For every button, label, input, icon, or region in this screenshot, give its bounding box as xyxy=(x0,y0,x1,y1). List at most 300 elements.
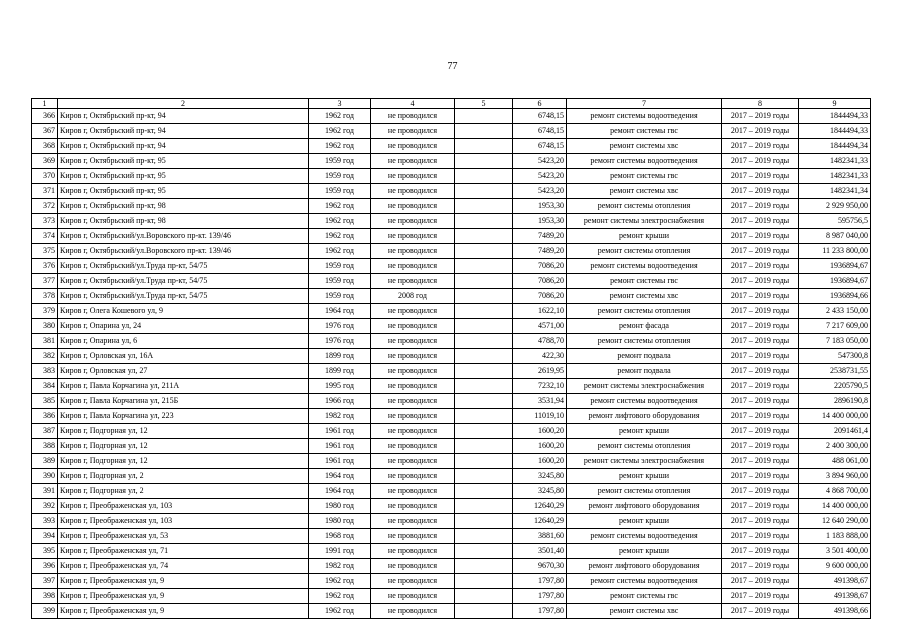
build-year-cell: 1982 год xyxy=(309,409,371,424)
table-row xyxy=(32,364,871,379)
row-number-cell: 371 xyxy=(32,184,58,199)
cost-cell: 2205790,5 xyxy=(799,379,871,394)
row-number-cell: 397 xyxy=(32,574,58,589)
cost-cell: 1936894,66 xyxy=(799,289,871,304)
area-cell: 6748,15 xyxy=(513,139,567,154)
build-year-cell: 1961 год xyxy=(309,439,371,454)
column-5-cell xyxy=(455,334,513,349)
row-number-cell: 398 xyxy=(32,589,58,604)
row-number-cell: 381 xyxy=(32,334,58,349)
address-cell: Киров г, Преображенская ул, 9 xyxy=(58,589,309,604)
period-cell: 2017 – 2019 годы xyxy=(722,469,799,484)
last-repair-cell: не проводился xyxy=(371,469,455,484)
work-type-cell: ремонт системы хвс xyxy=(567,184,722,199)
column-5-cell xyxy=(455,454,513,469)
column-5-cell xyxy=(455,379,513,394)
last-repair-cell: не проводился xyxy=(371,229,455,244)
row-number-cell: 382 xyxy=(32,349,58,364)
area-cell: 12640,29 xyxy=(513,514,567,529)
address-cell: Киров г, Октябрьский/ул.Воровского пр-кт. 139/46 xyxy=(58,244,309,259)
last-repair-cell: не проводился xyxy=(371,559,455,574)
period-cell: 2017 – 2019 годы xyxy=(722,604,799,619)
area-cell: 2619,95 xyxy=(513,364,567,379)
column-5-cell xyxy=(455,409,513,424)
work-type-cell: ремонт системы отопления xyxy=(567,439,722,454)
build-year-cell: 1980 год xyxy=(309,499,371,514)
table-row xyxy=(32,109,871,124)
last-repair-cell: не проводился xyxy=(371,574,455,589)
work-type-cell: ремонт лифтового оборудования xyxy=(567,499,722,514)
last-repair-cell: не проводился xyxy=(371,334,455,349)
work-type-cell: ремонт фасада xyxy=(567,319,722,334)
address-cell: Киров г, Октябрьский пр-кт, 95 xyxy=(58,169,309,184)
area-cell: 3531,94 xyxy=(513,394,567,409)
row-number-cell: 392 xyxy=(32,499,58,514)
cost-cell: 1936894,67 xyxy=(799,274,871,289)
build-year-cell: 1962 год xyxy=(309,109,371,124)
work-type-cell: ремонт крыши xyxy=(567,514,722,529)
area-cell: 11019,10 xyxy=(513,409,567,424)
address-cell: Киров г, Олега Кошевого ул, 9 xyxy=(58,304,309,319)
row-number-cell: 390 xyxy=(32,469,58,484)
area-cell: 1953,30 xyxy=(513,199,567,214)
work-type-cell: ремонт подвала xyxy=(567,364,722,379)
last-repair-cell: не проводился xyxy=(371,109,455,124)
table-row xyxy=(32,394,871,409)
row-number-cell: 391 xyxy=(32,484,58,499)
area-cell: 3245,80 xyxy=(513,484,567,499)
cost-cell: 547300,8 xyxy=(799,349,871,364)
work-type-cell: ремонт системы гвс xyxy=(567,124,722,139)
cost-cell: 2 929 950,00 xyxy=(799,199,871,214)
address-cell: Киров г, Преображенская ул, 9 xyxy=(58,574,309,589)
address-cell: Киров г, Октябрьский пр-кт, 94 xyxy=(58,139,309,154)
build-year-cell: 1962 год xyxy=(309,124,371,139)
period-cell: 2017 – 2019 годы xyxy=(722,199,799,214)
table-row xyxy=(32,139,871,154)
cost-cell: 1844494,34 xyxy=(799,139,871,154)
build-year-cell: 1968 год xyxy=(309,529,371,544)
column-5-cell xyxy=(455,109,513,124)
area-cell: 5423,20 xyxy=(513,169,567,184)
address-cell: Киров г, Павла Корчагина ул, 223 xyxy=(58,409,309,424)
last-repair-cell: не проводился xyxy=(371,124,455,139)
build-year-cell: 1959 год xyxy=(309,289,371,304)
build-year-cell: 1980 год xyxy=(309,514,371,529)
area-cell: 4788,70 xyxy=(513,334,567,349)
address-cell: Киров г, Октябрьский пр-кт, 94 xyxy=(58,109,309,124)
area-cell: 1797,80 xyxy=(513,604,567,619)
last-repair-cell: не проводился xyxy=(371,394,455,409)
area-cell: 6748,15 xyxy=(513,109,567,124)
last-repair-cell: не проводился xyxy=(371,274,455,289)
table-row xyxy=(32,289,871,304)
row-number-cell: 384 xyxy=(32,379,58,394)
cost-cell: 1482341,33 xyxy=(799,154,871,169)
table-row xyxy=(32,349,871,364)
period-cell: 2017 – 2019 годы xyxy=(722,394,799,409)
row-number-cell: 396 xyxy=(32,559,58,574)
last-repair-cell: не проводился xyxy=(371,589,455,604)
build-year-cell: 1959 год xyxy=(309,184,371,199)
table-row xyxy=(32,589,871,604)
last-repair-cell: не проводился xyxy=(371,169,455,184)
column-5-cell xyxy=(455,274,513,289)
period-cell: 2017 – 2019 годы xyxy=(722,274,799,289)
build-year-cell: 1976 год xyxy=(309,319,371,334)
table-row xyxy=(32,574,871,589)
column-header: 8 xyxy=(722,99,799,109)
table-row xyxy=(32,304,871,319)
row-number-cell: 389 xyxy=(32,454,58,469)
period-cell: 2017 – 2019 годы xyxy=(722,169,799,184)
period-cell: 2017 – 2019 годы xyxy=(722,454,799,469)
address-cell: Киров г, Подгорная ул, 12 xyxy=(58,439,309,454)
last-repair-cell: не проводился xyxy=(371,304,455,319)
column-5-cell xyxy=(455,529,513,544)
address-cell: Киров г, Преображенская ул, 53 xyxy=(58,529,309,544)
row-number-cell: 368 xyxy=(32,139,58,154)
work-type-cell: ремонт системы хвс xyxy=(567,139,722,154)
cost-cell: 14 400 000,00 xyxy=(799,409,871,424)
column-5-cell xyxy=(455,154,513,169)
table-row xyxy=(32,154,871,169)
cost-cell: 2 400 300,00 xyxy=(799,439,871,454)
cost-cell: 7 183 050,00 xyxy=(799,334,871,349)
address-cell: Киров г, Орловская ул, 27 xyxy=(58,364,309,379)
area-cell: 7489,20 xyxy=(513,244,567,259)
table-row xyxy=(32,604,871,619)
area-cell: 1797,80 xyxy=(513,574,567,589)
table-row xyxy=(32,499,871,514)
address-cell: Киров г, Опарина ул, 6 xyxy=(58,334,309,349)
table-row xyxy=(32,124,871,139)
last-repair-cell: не проводился xyxy=(371,544,455,559)
cost-cell: 11 233 800,00 xyxy=(799,244,871,259)
period-cell: 2017 – 2019 годы xyxy=(722,499,799,514)
repair-register-table xyxy=(31,98,871,619)
area-cell: 3501,40 xyxy=(513,544,567,559)
area-cell: 1622,10 xyxy=(513,304,567,319)
work-type-cell: ремонт лифтового оборудования xyxy=(567,409,722,424)
build-year-cell: 1962 год xyxy=(309,604,371,619)
area-cell: 7232,10 xyxy=(513,379,567,394)
address-cell: Киров г, Октябрьский/ул.Труда пр-кт, 54/75 xyxy=(58,289,309,304)
build-year-cell: 1962 год xyxy=(309,214,371,229)
last-repair-cell: не проводился xyxy=(371,244,455,259)
row-number-cell: 388 xyxy=(32,439,58,454)
column-header: 4 xyxy=(371,99,455,109)
address-cell: Киров г, Подгорная ул, 12 xyxy=(58,454,309,469)
work-type-cell: ремонт системы отопления xyxy=(567,199,722,214)
work-type-cell: ремонт системы гвс xyxy=(567,589,722,604)
row-number-cell: 383 xyxy=(32,364,58,379)
column-5-cell xyxy=(455,139,513,154)
build-year-cell: 1962 год xyxy=(309,574,371,589)
address-cell: Киров г, Октябрьский/ул.Труда пр-кт, 54/75 xyxy=(58,259,309,274)
column-5-cell xyxy=(455,439,513,454)
table-row xyxy=(32,214,871,229)
build-year-cell: 1961 год xyxy=(309,454,371,469)
last-repair-cell: не проводился xyxy=(371,349,455,364)
work-type-cell: ремонт системы электроснабжения xyxy=(567,379,722,394)
row-number-cell: 393 xyxy=(32,514,58,529)
build-year-cell: 1982 год xyxy=(309,559,371,574)
build-year-cell: 1964 год xyxy=(309,484,371,499)
cost-cell: 4 868 700,00 xyxy=(799,484,871,499)
address-cell: Киров г, Подгорная ул, 2 xyxy=(58,469,309,484)
area-cell: 3245,80 xyxy=(513,469,567,484)
column-5-cell xyxy=(455,604,513,619)
row-number-cell: 379 xyxy=(32,304,58,319)
cost-cell: 8 987 040,00 xyxy=(799,229,871,244)
period-cell: 2017 – 2019 годы xyxy=(722,379,799,394)
area-cell: 4571,00 xyxy=(513,319,567,334)
build-year-cell: 1964 год xyxy=(309,304,371,319)
cost-cell: 1482341,33 xyxy=(799,169,871,184)
work-type-cell: ремонт крыши xyxy=(567,469,722,484)
column-5-cell xyxy=(455,184,513,199)
table-row xyxy=(32,199,871,214)
last-repair-cell: не проводился xyxy=(371,214,455,229)
table-row xyxy=(32,229,871,244)
work-type-cell: ремонт системы гвс xyxy=(567,274,722,289)
row-number-cell: 385 xyxy=(32,394,58,409)
last-repair-cell: не проводился xyxy=(371,154,455,169)
area-cell: 5423,20 xyxy=(513,184,567,199)
row-number-cell: 375 xyxy=(32,244,58,259)
area-cell: 422,30 xyxy=(513,349,567,364)
row-number-cell: 369 xyxy=(32,154,58,169)
last-repair-cell: не проводился xyxy=(371,259,455,274)
address-cell: Киров г, Октябрьский/ул.Труда пр-кт, 54/75 xyxy=(58,274,309,289)
period-cell: 2017 – 2019 годы xyxy=(722,529,799,544)
page-number: 77 xyxy=(447,61,458,72)
address-cell: Киров г, Преображенская ул, 74 xyxy=(58,559,309,574)
period-cell: 2017 – 2019 годы xyxy=(722,214,799,229)
build-year-cell: 1962 год xyxy=(309,229,371,244)
period-cell: 2017 – 2019 годы xyxy=(722,139,799,154)
last-repair-cell: не проводился xyxy=(371,424,455,439)
build-year-cell: 1962 год xyxy=(309,244,371,259)
build-year-cell: 1959 год xyxy=(309,259,371,274)
area-cell: 6748,15 xyxy=(513,124,567,139)
period-cell: 2017 – 2019 годы xyxy=(722,124,799,139)
work-type-cell: ремонт крыши xyxy=(567,544,722,559)
column-5-cell xyxy=(455,544,513,559)
column-header: 9 xyxy=(799,99,871,109)
build-year-cell: 1959 год xyxy=(309,169,371,184)
table-row xyxy=(32,469,871,484)
address-cell: Киров г, Павла Корчагина ул, 215Б xyxy=(58,394,309,409)
row-number-cell: 394 xyxy=(32,529,58,544)
column-5-cell xyxy=(455,214,513,229)
period-cell: 2017 – 2019 годы xyxy=(722,244,799,259)
address-cell: Киров г, Октябрьский/ул.Воровского пр-кт. 139/46 xyxy=(58,229,309,244)
address-cell: Киров г, Октябрьский пр-кт, 95 xyxy=(58,154,309,169)
area-cell: 7086,20 xyxy=(513,289,567,304)
row-number-cell: 376 xyxy=(32,259,58,274)
cost-cell: 1844494,33 xyxy=(799,124,871,139)
last-repair-cell: не проводился xyxy=(371,199,455,214)
column-5-cell xyxy=(455,289,513,304)
area-cell: 12640,29 xyxy=(513,499,567,514)
area-cell: 1600,20 xyxy=(513,454,567,469)
column-5-cell xyxy=(455,169,513,184)
area-cell: 7489,20 xyxy=(513,229,567,244)
work-type-cell: ремонт лифтового оборудования xyxy=(567,559,722,574)
area-cell: 5423,20 xyxy=(513,154,567,169)
work-type-cell: ремонт системы электроснабжения xyxy=(567,214,722,229)
row-number-cell: 380 xyxy=(32,319,58,334)
last-repair-cell: 2008 год xyxy=(371,289,455,304)
work-type-cell: ремонт системы отопления xyxy=(567,484,722,499)
table-row xyxy=(32,184,871,199)
address-cell: Киров г, Опарина ул, 24 xyxy=(58,319,309,334)
row-number-cell: 373 xyxy=(32,214,58,229)
work-type-cell: ремонт подвала xyxy=(567,349,722,364)
last-repair-cell: не проводился xyxy=(371,319,455,334)
column-5-cell xyxy=(455,559,513,574)
last-repair-cell: не проводился xyxy=(371,604,455,619)
period-cell: 2017 – 2019 годы xyxy=(722,364,799,379)
table-row xyxy=(32,319,871,334)
work-type-cell: ремонт системы водоотведения xyxy=(567,574,722,589)
table-row xyxy=(32,424,871,439)
cost-cell: 1844494,33 xyxy=(799,109,871,124)
build-year-cell: 1959 год xyxy=(309,274,371,289)
period-cell: 2017 – 2019 годы xyxy=(722,304,799,319)
period-cell: 2017 – 2019 годы xyxy=(722,589,799,604)
column-5-cell xyxy=(455,244,513,259)
table-row xyxy=(32,559,871,574)
table-row xyxy=(32,529,871,544)
column-5-cell xyxy=(455,499,513,514)
column-5-cell xyxy=(455,574,513,589)
period-cell: 2017 – 2019 годы xyxy=(722,184,799,199)
address-cell: Киров г, Преображенская ул, 9 xyxy=(58,604,309,619)
last-repair-cell: не проводился xyxy=(371,514,455,529)
table-row xyxy=(32,334,871,349)
cost-cell: 14 400 000,00 xyxy=(799,499,871,514)
area-cell: 7086,20 xyxy=(513,259,567,274)
build-year-cell: 1962 год xyxy=(309,199,371,214)
address-cell: Киров г, Павла Корчагина ул, 211А xyxy=(58,379,309,394)
cost-cell: 7 217 609,00 xyxy=(799,319,871,334)
build-year-cell: 1995 год xyxy=(309,379,371,394)
column-5-cell xyxy=(455,304,513,319)
table-row xyxy=(32,379,871,394)
address-cell: Киров г, Подгорная ул, 12 xyxy=(58,424,309,439)
cost-cell: 491398,67 xyxy=(799,574,871,589)
period-cell: 2017 – 2019 годы xyxy=(722,544,799,559)
work-type-cell: ремонт системы водоотведения xyxy=(567,394,722,409)
cost-cell: 2896190,8 xyxy=(799,394,871,409)
period-cell: 2017 – 2019 годы xyxy=(722,259,799,274)
column-header: 5 xyxy=(455,99,513,109)
table-row xyxy=(32,244,871,259)
table-header-row xyxy=(32,99,871,109)
work-type-cell: ремонт крыши xyxy=(567,229,722,244)
column-5-cell xyxy=(455,469,513,484)
build-year-cell: 1964 год xyxy=(309,469,371,484)
area-cell: 9670,30 xyxy=(513,559,567,574)
column-5-cell xyxy=(455,514,513,529)
work-type-cell: ремонт системы водоотведения xyxy=(567,259,722,274)
cost-cell: 2 433 150,00 xyxy=(799,304,871,319)
build-year-cell: 1976 год xyxy=(309,334,371,349)
area-cell: 1797,80 xyxy=(513,589,567,604)
last-repair-cell: не проводился xyxy=(371,529,455,544)
row-number-cell: 387 xyxy=(32,424,58,439)
row-number-cell: 386 xyxy=(32,409,58,424)
last-repair-cell: не проводился xyxy=(371,439,455,454)
cost-cell: 1 183 888,00 xyxy=(799,529,871,544)
column-5-cell xyxy=(455,199,513,214)
cost-cell: 595756,5 xyxy=(799,214,871,229)
cost-cell: 2091461,4 xyxy=(799,424,871,439)
period-cell: 2017 – 2019 годы xyxy=(722,409,799,424)
column-5-cell xyxy=(455,484,513,499)
address-cell: Киров г, Орловская ул, 16А xyxy=(58,349,309,364)
work-type-cell: ремонт системы отопления xyxy=(567,334,722,349)
period-cell: 2017 – 2019 годы xyxy=(722,349,799,364)
column-5-cell xyxy=(455,124,513,139)
column-header: 1 xyxy=(32,99,58,109)
last-repair-cell: не проводился xyxy=(371,379,455,394)
cost-cell: 491398,67 xyxy=(799,589,871,604)
row-number-cell: 374 xyxy=(32,229,58,244)
cost-cell: 2538731,55 xyxy=(799,364,871,379)
period-cell: 2017 – 2019 годы xyxy=(722,559,799,574)
build-year-cell: 1966 год xyxy=(309,394,371,409)
row-number-cell: 377 xyxy=(32,274,58,289)
work-type-cell: ремонт крыши xyxy=(567,424,722,439)
work-type-cell: ремонт системы отопления xyxy=(567,244,722,259)
work-type-cell: ремонт системы водоотведения xyxy=(567,109,722,124)
last-repair-cell: не проводился xyxy=(371,484,455,499)
column-5-cell xyxy=(455,349,513,364)
column-5-cell xyxy=(455,364,513,379)
cost-cell: 9 600 000,00 xyxy=(799,559,871,574)
table-row xyxy=(32,454,871,469)
last-repair-cell: не проводился xyxy=(371,139,455,154)
cost-cell: 3 501 400,00 xyxy=(799,544,871,559)
column-header: 3 xyxy=(309,99,371,109)
column-header: 6 xyxy=(513,99,567,109)
build-year-cell: 1899 год xyxy=(309,349,371,364)
work-type-cell: ремонт системы водоотведения xyxy=(567,154,722,169)
column-5-cell xyxy=(455,589,513,604)
last-repair-cell: не проводился xyxy=(371,454,455,469)
table-row xyxy=(32,259,871,274)
work-type-cell: ремонт системы водоотведения xyxy=(567,529,722,544)
row-number-cell: 372 xyxy=(32,199,58,214)
area-cell: 1953,30 xyxy=(513,214,567,229)
period-cell: 2017 – 2019 годы xyxy=(722,109,799,124)
row-number-cell: 366 xyxy=(32,109,58,124)
last-repair-cell: не проводился xyxy=(371,364,455,379)
period-cell: 2017 – 2019 годы xyxy=(722,484,799,499)
address-cell: Киров г, Преображенская ул, 103 xyxy=(58,514,309,529)
table-row xyxy=(32,484,871,499)
build-year-cell: 1899 год xyxy=(309,364,371,379)
last-repair-cell: не проводился xyxy=(371,409,455,424)
table-row xyxy=(32,274,871,289)
address-cell: Киров г, Октябрьский пр-кт, 98 xyxy=(58,199,309,214)
area-cell: 7086,20 xyxy=(513,274,567,289)
column-5-cell xyxy=(455,424,513,439)
